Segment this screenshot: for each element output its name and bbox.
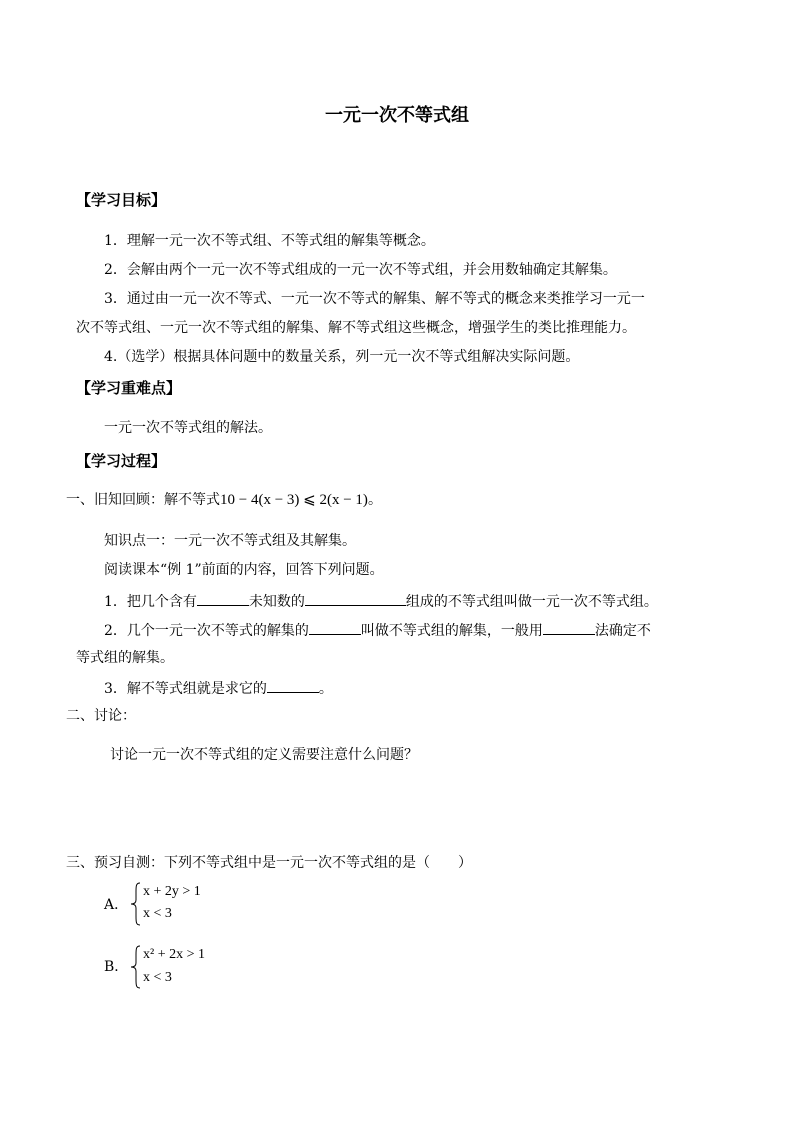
discussion-heading: 二、讨论： <box>66 708 136 724</box>
question-3 <box>104 677 333 699</box>
option-a-row-2: x < 3 <box>143 906 172 921</box>
question-2-part-a: 2．几个一元一次不等式的解集的 <box>104 623 309 639</box>
review-prefix: 一、旧知回顾：解不等式 <box>66 492 220 508</box>
blank-3[interactable] <box>309 619 361 635</box>
question-3-part-b: 。 <box>318 681 333 697</box>
question-2-line-1 <box>104 619 651 641</box>
objective-item-4: 4.（选学）根据具体问题中的数量关系，列一元一次不等式组解决实际问题。 <box>104 349 580 365</box>
question-1-part-c: 组成的不等式组叫做一元一次不等式组。 <box>405 594 658 610</box>
blank-5[interactable] <box>267 677 319 693</box>
question-1 <box>104 590 658 612</box>
option-b-row-1: x² + 2x > 1 <box>143 947 205 962</box>
review-line <box>66 490 382 510</box>
self-test-question: 三、预习自测：下列不等式组中是一元一次不等式组的是（ ） <box>66 855 472 871</box>
process-heading: 【学习过程】 <box>76 452 167 470</box>
question-2-part-b: 叫做不等式组的解集，一般用 <box>360 623 543 639</box>
blank-4[interactable] <box>543 619 595 635</box>
key-points-heading: 【学习重难点】 <box>76 379 182 397</box>
objective-item-3-line-1: 3．通过由一元一次不等式、一元一次不等式的解集、解不等式的概念来类推学习一元一 <box>104 291 645 307</box>
question-1-part-a: 1．把几个含有 <box>104 594 197 610</box>
question-3-part-a: 3．解不等式组就是求它的 <box>104 681 267 697</box>
discussion-text: 讨论一元一次不等式组的定义需要注意什么问题？ <box>110 747 418 763</box>
question-1-part-b: 未知数的 <box>248 594 305 610</box>
key-points-text: 一元一次不等式组的解法。 <box>104 420 272 436</box>
question-2-line-2: 等式组的解集。 <box>76 650 174 666</box>
objectives-heading: 【学习目标】 <box>76 191 167 209</box>
option-a-brace <box>130 882 142 926</box>
page-title: 一元一次不等式组 <box>325 105 469 126</box>
reading-instruction: 阅读课本“例 1”前面的内容，回答下列问题。 <box>104 562 384 578</box>
option-b-brace <box>130 945 142 989</box>
option-a-row-1: x + 2y > 1 <box>143 884 201 899</box>
objective-item-2: 2．会解由两个一元一次不等式组成的一元一次不等式组，并会用数轴确定其解集。 <box>104 262 617 278</box>
option-a-label: A． <box>104 897 129 913</box>
blank-1[interactable] <box>197 590 249 606</box>
option-b-label: B． <box>104 959 129 975</box>
question-2-part-c: 法确定不 <box>594 623 651 639</box>
knowledge-point: 知识点一：一元一次不等式组及其解集。 <box>104 533 356 549</box>
objective-item-3-line-2: 次不等式组、一元一次不等式组的解集、解不等式组这些概念，增强学生的类比推理能力。 <box>76 320 636 336</box>
blank-2[interactable] <box>305 590 406 606</box>
objective-item-1: 1．理解一元一次不等式组、不等式组的解集等概念。 <box>104 233 435 249</box>
option-b-row-2: x < 3 <box>143 970 172 985</box>
review-suffix: 。 <box>367 492 382 508</box>
review-expression: 10 − 4(x − 3) ⩽ 2(x − 1) <box>220 492 368 508</box>
